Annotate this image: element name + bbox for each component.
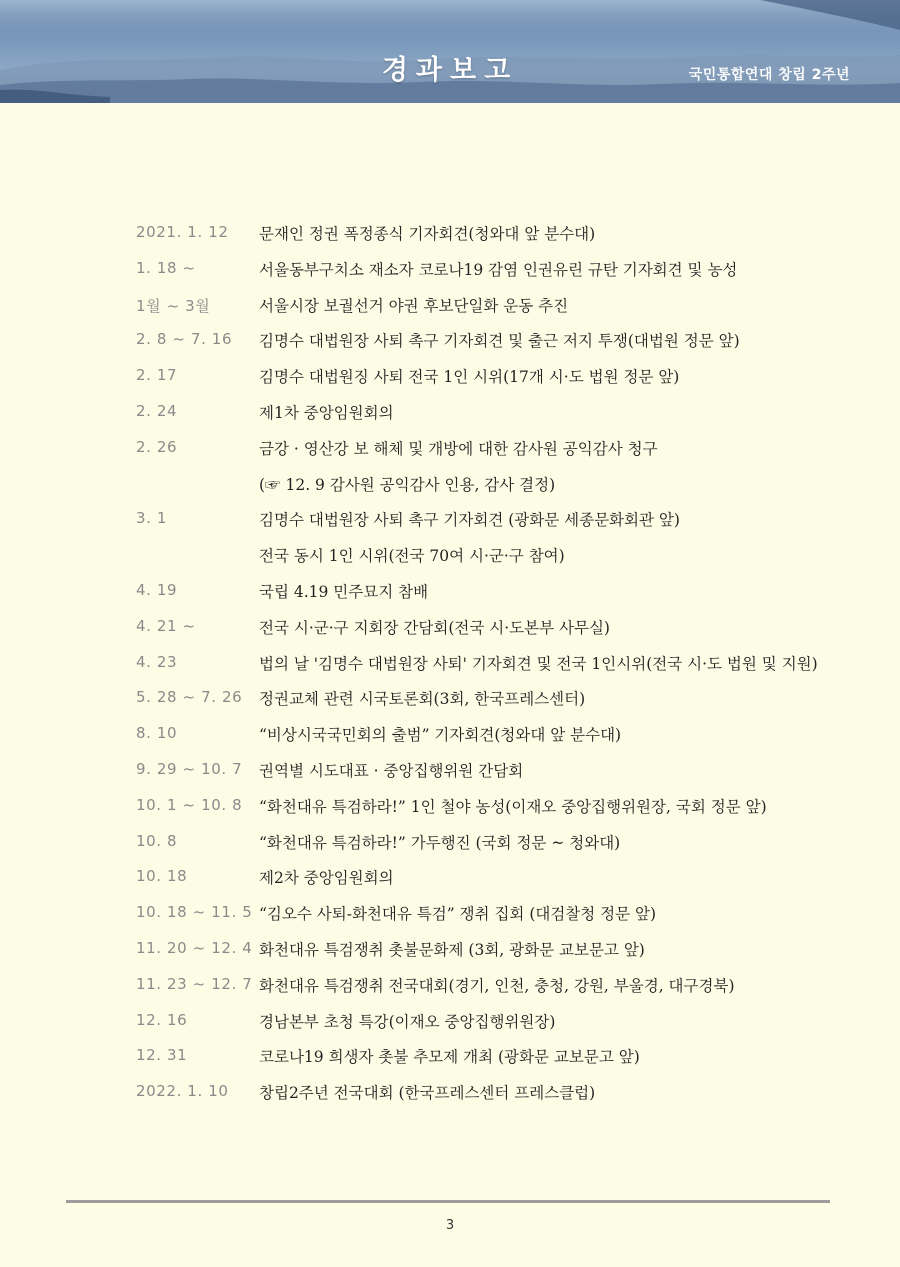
entry-date: 10. 1 ~ 10. 8 [136, 795, 243, 814]
entry-date: 10. 18 ~ 11. 5 [136, 903, 253, 922]
list-item [0, 682, 900, 718]
page-title: 경과보고 [381, 55, 519, 86]
entry-date: 1월 ~ 3월 [136, 296, 211, 315]
entry-text: 전국 시·군·구 지회장 간담회(전국 시·도본부 사무실) [259, 618, 610, 637]
header-banner [0, 0, 900, 103]
entry-date: 2022. 1. 10 [136, 1082, 229, 1101]
list-item [0, 1040, 900, 1076]
entry-date: 4. 19 [136, 580, 178, 599]
entry-text: 김명수 대법원장 사퇴 촉구 기자회견 및 출근 저지 투쟁(대법원 정문 앞) [259, 332, 740, 351]
entry-text: 제2차 중앙임원회의 [259, 869, 394, 888]
entry-text: 문재인 정권 폭정종식 기자회견(청와대 앞 분수대) [259, 225, 596, 243]
entry-text: 코로나19 희생자 촛불 추모제 개최 (광화문 교보문고 앞) [259, 1048, 640, 1067]
entry-date: 10. 8 [136, 831, 178, 850]
list-item [0, 611, 900, 647]
entry-text: “비상시국국민회의 출범” 기자회견(청와대 앞 분수대) [259, 726, 622, 745]
list-item [0, 754, 900, 790]
entry-date: 1. 18 ~ [136, 258, 196, 277]
entry-date: 9. 29 ~ 10. 7 [136, 759, 243, 778]
entry-text: 김명수 대법원징 사퇴 전국 1인 시위(17개 시·도 법원 정문 앞) [259, 368, 680, 387]
entry-date: 5. 28 ~ 7. 26 [136, 688, 243, 707]
list-item [0, 1005, 900, 1041]
entry-text: 제1차 중앙임원회의 [259, 403, 394, 422]
entry-text: 화천대유 특검쟁취 촛불문화제 (3회, 광화문 교보문고 앞) [259, 940, 645, 959]
list-item [0, 217, 900, 253]
entry-text: 창립2주년 전국대회 (한국프레스센터 프레스클럽) [259, 1084, 596, 1103]
entry-date: 2. 17 [136, 366, 178, 385]
list-item [0, 468, 900, 504]
entry-text: 국립 4.19 민주묘지 참배 [259, 582, 429, 601]
entry-date: 4. 23 [136, 652, 178, 671]
entry-text: 화천대유 특검쟁취 전국대회(경기, 인천, 충청, 강원, 부울경, 대구경북) [259, 976, 735, 995]
list-item [0, 289, 900, 325]
entry-text: 금강 · 영산강 보 해체 및 개방에 대한 감사원 공익감사 청구 [259, 439, 658, 458]
entry-text: 김명수 대법원장 사퇴 촉구 기자회견 (광화문 세종문화회관 앞) [259, 511, 680, 530]
entry-date: 11. 23 ~ 12. 7 [136, 974, 253, 993]
entry-text: (☞ 12. 9 감사원 공익감사 인용, 감사 결정) [259, 475, 556, 494]
list-item [0, 539, 900, 575]
entry-text: “화천대유 특검하라!” 1인 철야 농성(이재오 중앙집행위원장, 국회 정문 앞) [259, 797, 767, 816]
list-item [0, 861, 900, 897]
entry-text: 전국 동시 1인 시위(전국 70여 시·군·구 참여) [259, 547, 565, 566]
list-item [0, 432, 900, 468]
entry-text: 서울동부구치소 재소자 코로나19 감염 인권유린 규탄 기자회견 및 농성 [259, 260, 738, 279]
list-item [0, 718, 900, 754]
list-item [0, 790, 900, 826]
timeline-list [0, 217, 900, 1112]
entry-text: “김오수 사퇴-화천대유 특검” 쟁취 집회 (대검찰청 정문 앞) [259, 905, 657, 924]
page-subtitle: 국민통합연대 창립 2주년 [688, 67, 850, 83]
list-item [0, 396, 900, 432]
entry-date: 12. 31 [136, 1046, 188, 1065]
list-item [0, 253, 900, 289]
entry-date: 2. 8 ~ 7. 16 [136, 330, 233, 349]
entry-text: 서울시장 보궐선거 야권 후보단일화 운동 추진 [259, 296, 569, 315]
entry-date: 4. 21 ~ [136, 616, 196, 635]
entry-date: 3. 1 [136, 509, 168, 528]
entry-text: 경남본부 초청 특강(이재오 중앙집행위원장) [259, 1012, 556, 1031]
list-item [0, 826, 900, 862]
page-number: 3 [445, 1218, 455, 1233]
list-item [0, 647, 900, 683]
list-item [0, 897, 900, 933]
entry-date: 12. 16 [136, 1010, 188, 1029]
entry-date: 2021. 1. 12 [136, 223, 229, 241]
entry-text: 정권교체 관련 시국토론회(3회, 한국프레스센터) [259, 690, 586, 709]
list-item [0, 360, 900, 396]
list-item [0, 969, 900, 1005]
list-item [0, 933, 900, 969]
entry-text: 법의 날 '김명수 대법원장 사퇴' 기자회견 및 전국 1인시위(전국 시·도 법원 및 지원) [259, 654, 818, 673]
entry-text: 권역별 시도대표 · 중앙집행위원 간담회 [259, 761, 524, 780]
entry-date: 8. 10 [136, 724, 178, 743]
list-item [0, 1076, 900, 1112]
list-item [0, 503, 900, 539]
entry-text: “화천대유 특검하라!” 가두행진 (국회 정문 ~ 청와대) [259, 833, 621, 852]
list-item [0, 324, 900, 360]
footer-divider [66, 1200, 830, 1203]
entry-date: 10. 18 [136, 867, 188, 886]
entry-date: 2. 24 [136, 401, 178, 420]
entry-date: 11. 20 ~ 12. 4 [136, 938, 253, 957]
entry-date: 2. 26 [136, 437, 178, 456]
list-item [0, 575, 900, 611]
